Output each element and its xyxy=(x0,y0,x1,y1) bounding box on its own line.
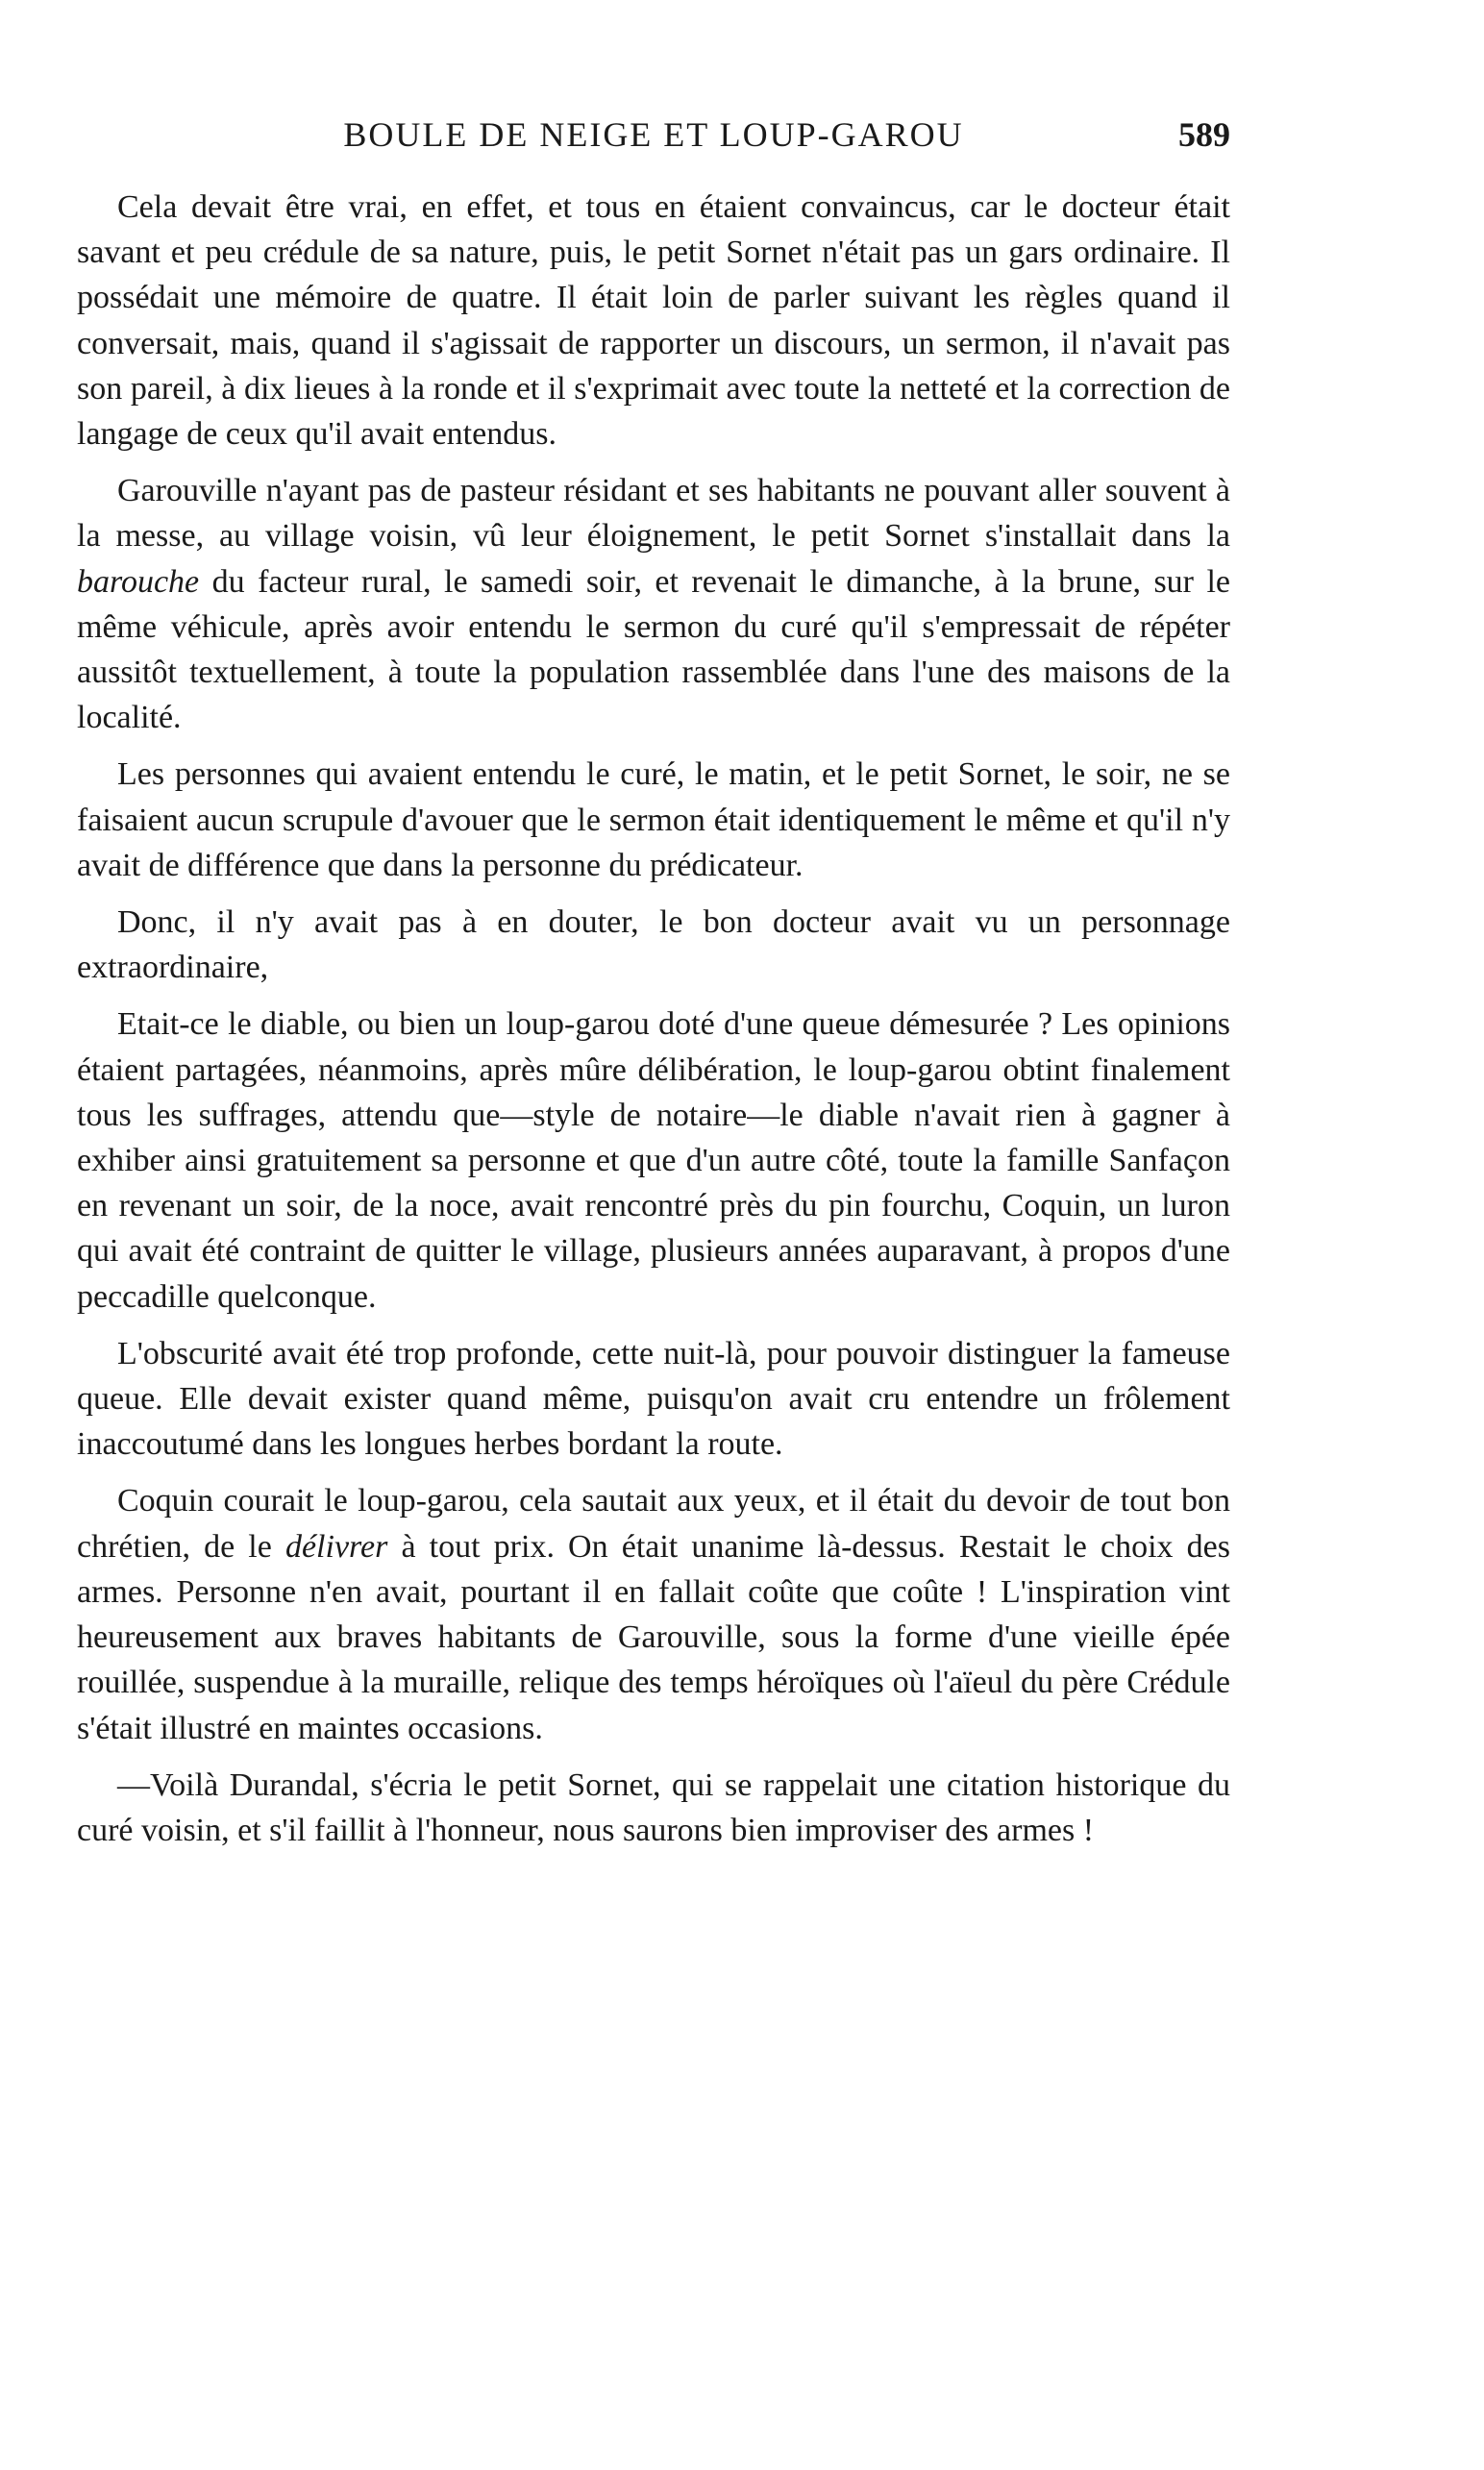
paragraph-text: Garouville n'ayant pas de pasteur résidant et ses habitants ne pouvant aller souvent à la messe, au village voisin, vû leur éloignement, le petit Sornet s'installait dans la xyxy=(77,473,1230,555)
body-text xyxy=(77,185,1230,1853)
paragraph xyxy=(77,468,1230,740)
book-page xyxy=(77,106,1230,1865)
page-number: 589 xyxy=(1178,115,1230,154)
paragraph-text: Coquin courait le loup-garou, cela sautait aux yeux, et il était du devoir de tout bon chrétien, de le xyxy=(77,1483,1230,1565)
paragraph: Cela devait être vrai, en effet, et tous en étaient convaincus, car le docteur était savant et peu crédule de sa nature, puis, le petit Sornet n'était pas un gars ordinaire. Il possédait une mémoire de quatre. Il était loin de parler suivant les règles quand il conversait, mais, quand il s'agissait de rapporter un discours, un sermon, il n'avait pas son pareil, à dix lieues à la ronde et il s'exprimait avec toute la netteté et la correction de langage de ceux qu'il avait entendus. xyxy=(77,189,1230,453)
paragraph: Donc, il n'y avait pas à en douter, le bon docteur avait vu un personnage extraordinaire, xyxy=(77,904,1230,986)
paragraph: L'obscurité avait été trop profonde, cette nuit-là, pour pouvoir distinguer la fameuse queue. Elle devait exister quand même, puisqu'on avait cru entendre un frôlement inaccoutumé dans les longues herbes bordant la route. xyxy=(77,1335,1230,1463)
italic-term: barouche xyxy=(77,563,200,600)
running-title: BOULE DE NEIGE ET LOUP-GAROU xyxy=(343,115,964,154)
paragraph-text: à tout prix. On était unanime là-dessus. Restait le choix des armes. Personne n'en avait, pourtant il en fallait coûte que coûte ! L'inspiration vint heureusement aux braves habitants de Garouville, sous la forme d'une vieille épée rouillée, suspendue à la muraille, relique des temps héroïques où l'aïeul du père Crédule s'était illustré en maintes occasions. xyxy=(77,1528,1230,1746)
paragraph: Etait-ce le diable, ou bien un loup-garou doté d'une queue démesurée ? Les opinions étaient partagées, néanmoins, après mûre délibération, le loup-garou obtint finalement tous les suffrages, attendu que—style de notaire—le diable n'avait rien à gagner à exhiber ainsi gratuitement sa personne et que d'un autre côté, toute la famille Sanfaçon en revenant un soir, de la noce, avait rencontré près du pin fourchu, Coquin, un luron qui avait été contraint de quitter le village, plusieurs années auparavant, à propos d'une peccadille quelconque. xyxy=(77,1006,1230,1315)
paragraph: Les personnes qui avaient entendu le curé, le matin, et le petit Sornet, le soir, ne se faisaient aucun scrupule d'avouer que le sermon était identiquement le même et qu'il n'y avait de différence que dans la personne du prédicateur. xyxy=(77,756,1230,883)
italic-term: délivrer xyxy=(284,1528,388,1565)
paragraph xyxy=(77,1478,1230,1750)
running-header xyxy=(77,106,1230,163)
paragraph: —Voilà Durandal, s'écria le petit Sornet, qui se rappelait une citation historique du curé voisin, et s'il faillit à l'honneur, nous saurons bien improviser des armes ! xyxy=(77,1766,1230,1848)
paragraph-text: du facteur rural, le samedi soir, et revenait le dimanche, à la brune, sur le même véhicule, après avoir entendu le sermon du curé qu'il s'empressait de répéter aussitôt textuellement, à toute la population rassemblée dans l'une des maisons de la localité. xyxy=(77,563,1230,736)
